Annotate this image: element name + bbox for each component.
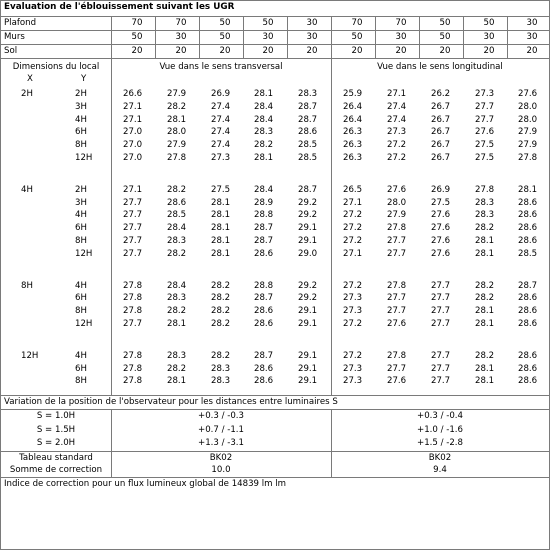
ugr-value: 28.7 xyxy=(254,350,274,361)
ugr-value: 27.7 xyxy=(431,363,451,374)
reflectance-value: 70 xyxy=(175,18,187,28)
grid-line xyxy=(507,16,508,58)
ugr-value: 27.8 xyxy=(518,153,538,163)
ugr-value: 28.6 xyxy=(518,350,538,361)
ugr-value: 28.6 xyxy=(518,293,538,304)
header-x: X xyxy=(27,74,33,84)
ugr-value: 28.4 xyxy=(254,114,274,125)
ugr-value: 28.7 xyxy=(298,184,318,195)
ugr-value: 28.2 xyxy=(475,293,495,304)
room-y-label: 6H xyxy=(75,127,87,138)
page-title: Evaluation de l'éblouissement suivant les UGR xyxy=(4,2,235,12)
ugr-value: 28.8 xyxy=(254,210,274,221)
ugr-value: 28.6 xyxy=(518,210,538,221)
reflectance-value: 30 xyxy=(306,18,318,28)
ugr-value: 28.6 xyxy=(518,376,538,387)
ugr-value: 29.0 xyxy=(298,248,318,259)
room-y-label: 6H xyxy=(75,363,87,374)
ugr-value: 27.7 xyxy=(387,363,407,374)
grid-line xyxy=(155,16,156,58)
ugr-value: 27.5 xyxy=(211,184,231,195)
ugr-value: 28.3 xyxy=(298,89,318,99)
ugr-value: 28.4 xyxy=(167,280,187,291)
ugr-value: 27.6 xyxy=(431,236,451,246)
ugr-value: 27.8 xyxy=(123,306,143,317)
ugr-value: 28.1 xyxy=(167,319,187,329)
ugr-value: 27.5 xyxy=(475,153,495,163)
reflectance-value: 30 xyxy=(395,32,407,42)
ugr-value: 27.6 xyxy=(431,223,451,234)
grid-line xyxy=(243,16,244,58)
ugr-value: 27.3 xyxy=(343,363,363,374)
room-y-label: 4H xyxy=(75,210,87,221)
ugr-value: 27.9 xyxy=(387,210,407,221)
ugr-value: 28.2 xyxy=(211,293,231,304)
reflectance-value: 20 xyxy=(262,46,274,56)
ugr-value: 29.1 xyxy=(298,236,318,246)
ugr-value: 28.0 xyxy=(387,197,407,208)
ugr-value: 28.3 xyxy=(167,236,187,246)
room-y-label: 3H xyxy=(75,197,87,208)
ugr-value: 28.7 xyxy=(298,101,318,112)
ugr-value: 29.2 xyxy=(298,210,318,221)
variation-longitudinal: +1.0 / -1.6 xyxy=(417,424,463,435)
room-x-label: 4H xyxy=(21,184,33,195)
ugr-value: 28.2 xyxy=(475,223,495,234)
ugr-value: 27.7 xyxy=(431,319,451,329)
grid-line xyxy=(331,58,332,395)
reflectance-value: 20 xyxy=(526,46,538,56)
grid-line xyxy=(1,477,549,478)
reflectance-label: Murs xyxy=(4,32,25,42)
ugr-value: 27.1 xyxy=(387,89,407,99)
ugr-value: 27.2 xyxy=(343,319,363,329)
room-y-label: 3H xyxy=(75,101,87,112)
reflectance-value: 70 xyxy=(395,18,407,28)
ugr-value: 26.9 xyxy=(431,184,451,195)
grid-line xyxy=(111,16,112,58)
ugr-value: 28.1 xyxy=(518,184,538,195)
ugr-value: 26.7 xyxy=(431,114,451,125)
grid-line xyxy=(199,16,200,58)
ugr-value: 27.3 xyxy=(343,376,363,387)
ugr-value: 28.2 xyxy=(254,140,274,151)
ugr-value: 27.4 xyxy=(211,114,231,125)
ugr-value: 28.6 xyxy=(518,236,538,246)
ugr-value: 27.7 xyxy=(431,350,451,361)
ugr-value: 28.3 xyxy=(167,293,187,304)
ugr-value: 28.2 xyxy=(167,101,187,112)
ugr-value: 27.7 xyxy=(387,248,407,259)
ugr-value: 27.7 xyxy=(123,236,143,246)
header-transversal: Vue dans le sens transversal xyxy=(159,62,283,72)
grid-line xyxy=(463,16,464,58)
ugr-value: 26.7 xyxy=(431,101,451,112)
reflectance-value: 30 xyxy=(262,32,274,42)
ugr-value: 28.1 xyxy=(211,248,231,259)
ugr-value: 29.1 xyxy=(298,363,318,374)
ugr-value: 26.3 xyxy=(343,127,363,138)
ugr-value: 27.9 xyxy=(167,89,187,99)
ugr-value: 28.1 xyxy=(211,223,231,234)
ugr-value: 29.2 xyxy=(298,293,318,304)
ugr-value: 27.2 xyxy=(343,350,363,361)
ugr-value: 28.6 xyxy=(254,248,274,259)
ugr-value: 28.6 xyxy=(518,223,538,234)
ugr-value: 27.1 xyxy=(123,184,143,195)
ugr-value: 28.6 xyxy=(518,197,538,208)
ugr-value: 27.4 xyxy=(387,101,407,112)
grid-line xyxy=(1,30,549,31)
ugr-value: 27.8 xyxy=(387,280,407,291)
correction-label: Somme de correction xyxy=(9,465,103,475)
ugr-value: 28.1 xyxy=(475,236,495,246)
ugr-value: 27.3 xyxy=(343,306,363,317)
ugr-value: 28.2 xyxy=(167,248,187,259)
ugr-value: 27.7 xyxy=(475,101,495,112)
ugr-value: 26.4 xyxy=(343,114,363,125)
ugr-value: 27.7 xyxy=(431,376,451,387)
grid-line xyxy=(375,16,376,58)
ugr-value: 29.1 xyxy=(298,319,318,329)
ugr-value: 28.7 xyxy=(254,293,274,304)
ugr-value: 28.2 xyxy=(167,184,187,195)
ugr-value: 27.7 xyxy=(387,293,407,304)
room-y-label: 4H xyxy=(75,350,87,361)
reflectance-value: 30 xyxy=(306,32,318,42)
reflectance-value: 50 xyxy=(439,18,451,28)
ugr-value: 27.3 xyxy=(211,153,231,163)
ugr-value: 28.2 xyxy=(167,306,187,317)
ugr-value: 26.4 xyxy=(343,101,363,112)
ugr-value: 27.1 xyxy=(123,101,143,112)
ugr-value: 28.1 xyxy=(167,376,187,387)
ugr-value: 28.2 xyxy=(475,280,495,291)
variation-longitudinal: +0.3 / -0.4 xyxy=(417,411,463,421)
ugr-value: 28.1 xyxy=(475,376,495,387)
standard-transversal: BK02 xyxy=(209,453,233,463)
ugr-value: 28.6 xyxy=(254,363,274,374)
ugr-value: 27.8 xyxy=(123,350,143,361)
ugr-value: 27.8 xyxy=(167,153,187,163)
ugr-value: 27.4 xyxy=(211,127,231,138)
ugr-value: 28.5 xyxy=(298,153,318,163)
reflectance-value: 50 xyxy=(351,32,363,42)
ugr-value: 27.7 xyxy=(123,210,143,221)
ugr-value: 27.7 xyxy=(123,319,143,329)
ugr-value: 26.3 xyxy=(343,153,363,163)
room-y-label: 8H xyxy=(75,376,87,387)
ugr-value: 28.3 xyxy=(475,210,495,221)
room-y-label: 2H xyxy=(75,89,87,99)
ugr-value: 27.7 xyxy=(123,197,143,208)
ugr-value: 28.5 xyxy=(167,210,187,221)
ugr-value: 28.7 xyxy=(254,223,274,234)
grid-line xyxy=(1,58,549,59)
ugr-value: 28.7 xyxy=(298,114,318,125)
variation-transversal: +0.7 / -1.1 xyxy=(198,424,244,435)
room-y-label: 8H xyxy=(75,306,87,317)
ugr-value: 29.2 xyxy=(298,197,318,208)
ugr-value: 27.7 xyxy=(123,223,143,234)
ugr-value: 27.8 xyxy=(123,363,143,374)
ugr-value: 28.1 xyxy=(254,89,274,99)
ugr-value: 27.3 xyxy=(475,89,495,99)
ugr-value: 27.7 xyxy=(387,306,407,317)
ugr-value: 28.6 xyxy=(298,127,318,138)
header-longitudinal: Vue dans le sens longitudinal xyxy=(377,62,503,72)
ugr-value: 27.0 xyxy=(123,153,143,163)
room-x-label: 8H xyxy=(21,280,33,291)
ugr-value: 27.8 xyxy=(475,184,495,195)
reflectance-value: 20 xyxy=(439,46,451,56)
ugr-value: 27.4 xyxy=(211,140,231,151)
reflectance-value: 50 xyxy=(483,18,495,28)
ugr-value: 28.2 xyxy=(475,350,495,361)
grid-line xyxy=(1,395,549,396)
variation-label: S = 2.0H xyxy=(36,438,76,448)
grid-line xyxy=(419,16,420,58)
ugr-value: 27.7 xyxy=(387,236,407,246)
ugr-value: 27.1 xyxy=(343,197,363,208)
ugr-value: 28.2 xyxy=(211,319,231,329)
grid-line xyxy=(1,16,549,17)
ugr-value: 27.8 xyxy=(123,293,143,304)
ugr-value: 28.6 xyxy=(518,319,538,329)
ugr-value: 29.2 xyxy=(298,280,318,291)
ugr-value: 26.2 xyxy=(431,89,451,99)
ugr-value: 27.7 xyxy=(431,293,451,304)
ugr-value: 27.0 xyxy=(123,140,143,151)
ugr-value: 28.1 xyxy=(475,306,495,317)
ugr-value: 27.7 xyxy=(431,306,451,317)
ugr-value: 29.1 xyxy=(298,223,318,234)
variation-transversal: +1.3 / -3.1 xyxy=(198,438,244,448)
ugr-value: 28.0 xyxy=(518,114,538,125)
ugr-value: 28.6 xyxy=(254,376,274,387)
variation-longitudinal: +1.5 / -2.8 xyxy=(417,438,463,448)
ugr-value: 28.1 xyxy=(475,248,495,259)
ugr-value: 27.9 xyxy=(518,140,538,151)
reflectance-label: Plafond xyxy=(4,18,37,28)
ugr-value: 26.7 xyxy=(431,153,451,163)
grid-line xyxy=(331,16,332,58)
ugr-value: 27.1 xyxy=(123,114,143,125)
reflectance-value: 30 xyxy=(526,32,538,42)
ugr-value: 28.2 xyxy=(167,363,187,374)
ugr-value: 28.9 xyxy=(254,197,274,208)
ugr-value: 27.2 xyxy=(343,223,363,234)
room-y-label: 2H xyxy=(75,184,87,195)
ugr-value: 28.3 xyxy=(211,363,231,374)
reflectance-value: 50 xyxy=(219,32,231,42)
ugr-value: 28.5 xyxy=(298,140,318,151)
ugr-value: 26.3 xyxy=(343,140,363,151)
ugr-value: 27.1 xyxy=(343,248,363,259)
grid-line xyxy=(1,451,549,452)
ugr-value: 27.8 xyxy=(123,376,143,387)
ugr-value: 28.6 xyxy=(254,319,274,329)
grid-line xyxy=(287,16,288,58)
ugr-value: 27.6 xyxy=(431,210,451,221)
ugr-value: 28.3 xyxy=(167,350,187,361)
ugr-value: 28.7 xyxy=(254,236,274,246)
reflectance-value: 50 xyxy=(439,32,451,42)
ugr-value: 27.6 xyxy=(387,376,407,387)
reflectance-value: 20 xyxy=(131,46,143,56)
ugr-value: 28.2 xyxy=(211,306,231,317)
ugr-value: 28.6 xyxy=(518,306,538,317)
ugr-value: 27.2 xyxy=(387,153,407,163)
ugr-value: 27.9 xyxy=(518,127,538,138)
ugr-value: 27.2 xyxy=(387,140,407,151)
ugr-value: 27.5 xyxy=(475,140,495,151)
reflectance-value: 20 xyxy=(306,46,318,56)
ugr-value: 28.4 xyxy=(254,101,274,112)
room-y-label: 12H xyxy=(75,153,93,163)
reflectance-value: 30 xyxy=(526,18,538,28)
ugr-value: 26.6 xyxy=(123,89,143,99)
ugr-value: 28.1 xyxy=(211,210,231,221)
ugr-value: 28.0 xyxy=(518,101,538,112)
ugr-value: 28.5 xyxy=(518,248,538,259)
grid-line xyxy=(1,409,549,410)
ugr-value: 28.3 xyxy=(211,376,231,387)
ugr-value: 28.2 xyxy=(211,280,231,291)
ugr-value: 27.6 xyxy=(518,89,538,99)
ugr-value: 28.4 xyxy=(254,184,274,195)
ugr-value: 28.3 xyxy=(475,197,495,208)
ugr-value: 28.8 xyxy=(254,280,274,291)
ugr-value: 27.8 xyxy=(123,280,143,291)
variation-transversal: +0.3 / -0.3 xyxy=(198,411,244,421)
ugr-value: 27.3 xyxy=(387,127,407,138)
ugr-value: 28.7 xyxy=(518,280,538,291)
header-y: Y xyxy=(81,74,87,84)
ugr-value: 28.1 xyxy=(211,236,231,246)
ugr-value: 26.5 xyxy=(343,184,363,195)
reflectance-value: 20 xyxy=(395,46,407,56)
grid-line xyxy=(1,44,549,45)
ugr-value: 27.6 xyxy=(431,248,451,259)
reflectance-value: 30 xyxy=(175,32,187,42)
ugr-value: 27.9 xyxy=(167,140,187,151)
room-x-label: 2H xyxy=(21,89,33,99)
ugr-value: 25.9 xyxy=(343,89,363,99)
ugr-value: 28.1 xyxy=(475,363,495,374)
ugr-value: 28.1 xyxy=(475,319,495,329)
variation-label: S = 1.0H xyxy=(36,411,76,421)
ugr-value: 28.6 xyxy=(518,363,538,374)
ugr-value: 26.7 xyxy=(431,140,451,151)
ugr-value: 27.2 xyxy=(343,210,363,221)
room-y-label: 4H xyxy=(75,280,87,291)
ugr-value: 28.2 xyxy=(211,350,231,361)
variation-label: S = 1.5H xyxy=(36,424,76,435)
ugr-value: 27.3 xyxy=(343,293,363,304)
ugr-value: 27.7 xyxy=(475,114,495,125)
ugr-value: 27.6 xyxy=(387,319,407,329)
ugr-value: 28.3 xyxy=(254,127,274,138)
standard-longitudinal: BK02 xyxy=(428,453,452,463)
ugr-value: 28.6 xyxy=(167,197,187,208)
ugr-value: 27.5 xyxy=(431,197,451,208)
reflectance-value: 20 xyxy=(351,46,363,56)
ugr-value: 28.1 xyxy=(167,114,187,125)
ugr-value: 27.2 xyxy=(343,236,363,246)
room-y-label: 4H xyxy=(75,114,87,125)
grid-line xyxy=(111,58,112,395)
reflectance-value: 50 xyxy=(131,32,143,42)
ugr-value: 26.9 xyxy=(211,89,231,99)
ugr-value: 29.1 xyxy=(298,350,318,361)
ugr-value: 27.2 xyxy=(343,280,363,291)
variation-title: Variation de la position de l'observateur pour les distances entre luminaires S xyxy=(4,397,338,407)
ugr-value: 27.0 xyxy=(123,127,143,138)
reflectance-value: 70 xyxy=(131,18,143,28)
room-y-label: 12H xyxy=(75,319,93,329)
ugr-value: 27.6 xyxy=(475,127,495,138)
room-y-label: 6H xyxy=(75,223,87,234)
ugr-value: 27.4 xyxy=(387,114,407,125)
reflectance-label: Sol xyxy=(4,46,18,56)
ugr-value: 28.1 xyxy=(211,197,231,208)
standard-label: Tableau standard xyxy=(19,453,93,463)
reflectance-value: 20 xyxy=(483,46,495,56)
ugr-value: 28.1 xyxy=(254,153,274,163)
reflectance-value: 50 xyxy=(219,18,231,28)
reflectance-value: 20 xyxy=(175,46,187,56)
room-y-label: 8H xyxy=(75,140,87,151)
ugr-value: 27.7 xyxy=(123,248,143,259)
ugr-value: 29.1 xyxy=(298,306,318,317)
reflectance-value: 50 xyxy=(262,18,274,28)
ugr-value: 27.7 xyxy=(431,280,451,291)
ugr-value: 28.4 xyxy=(167,223,187,234)
ugr-value: 27.6 xyxy=(387,184,407,195)
correction-longitudinal: 9.4 xyxy=(433,465,447,475)
reflectance-value: 20 xyxy=(219,46,231,56)
ugr-value: 29.1 xyxy=(298,376,318,387)
room-x-label: 12H xyxy=(21,350,39,361)
ugr-value: 27.8 xyxy=(387,223,407,234)
reflectance-value: 70 xyxy=(351,18,363,28)
reflectance-value: 30 xyxy=(483,32,495,42)
room-y-label: 12H xyxy=(75,248,93,259)
footer-note: Indice de correction pour un flux lumineux global de 14839 lm lm xyxy=(4,479,287,489)
ugr-value: 28.0 xyxy=(167,127,187,138)
room-y-label: 6H xyxy=(75,293,87,304)
header-dimensions: Dimensions du local xyxy=(12,62,100,72)
ugr-value: 27.4 xyxy=(211,101,231,112)
room-y-label: 8H xyxy=(75,236,87,246)
ugr-value: 27.8 xyxy=(387,350,407,361)
ugr-value: 28.6 xyxy=(254,306,274,317)
correction-transversal: 10.0 xyxy=(211,465,231,475)
ugr-value: 26.7 xyxy=(431,127,451,138)
